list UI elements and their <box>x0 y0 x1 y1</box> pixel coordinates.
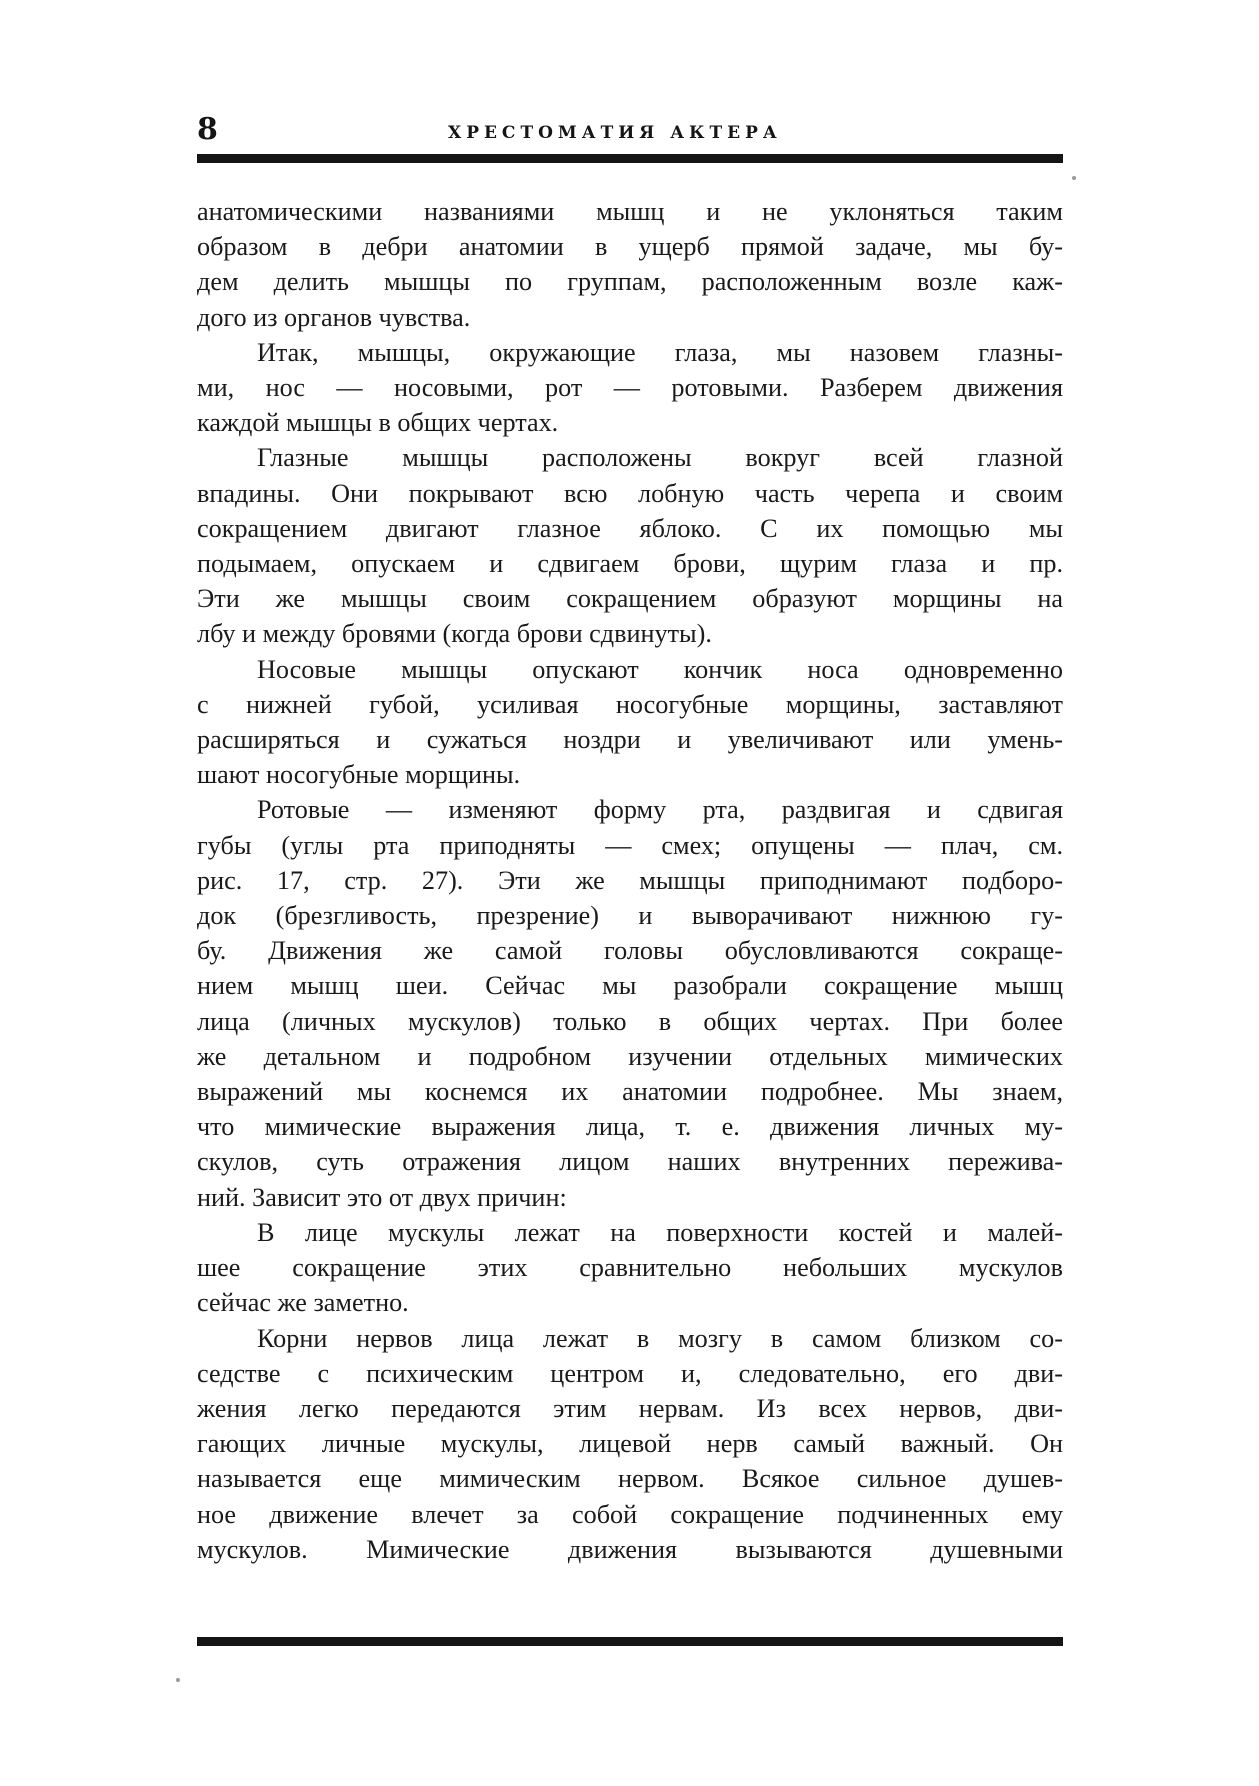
text-line: впадины. Они покрывают всю лобную часть черепа и своим <box>197 478 1063 508</box>
paragraph-2 <box>197 335 1063 441</box>
text-line: выражений мы коснемся их анатомии подробнее. Мы знаем, <box>197 1077 1063 1107</box>
paragraph-3 <box>197 440 1063 651</box>
paragraph-5 <box>197 792 1063 1214</box>
text-line: Глазные мышцы расположены вокруг всей глазной <box>257 443 1063 473</box>
text-line: что мимические выражения лица, т. е. движения личных му- <box>197 1112 1063 1142</box>
page-number: 8 <box>197 112 218 147</box>
paragraph-4 <box>197 652 1063 793</box>
text-line: шают носогубные морщины. <box>197 760 521 790</box>
body-text <box>197 194 1063 1567</box>
text-line: седстве с психическим центром и, следовательно, его дви- <box>197 1358 1063 1388</box>
text-line: Эти же мышцы своим сокращением образуют морщины на <box>197 584 1063 614</box>
text-line: нием мышц шеи. Сейчас мы разобрали сокращение мышц <box>197 971 1063 1001</box>
text-line: лбу и между бровями (когда брови сдвинуты). <box>197 619 712 649</box>
text-line: В лице мускулы лежат на поверхности костей и малей- <box>257 1217 1063 1247</box>
text-line: образом в дебри анатомии в ущерб прямой задаче, мы бу- <box>197 232 1063 262</box>
text-line: гающих личные мускулы, лицевой нерв самый важный. Он <box>197 1429 1063 1459</box>
text-line: Носовые мышцы опускают кончик носа одновременно <box>257 654 1063 684</box>
text-line: Корни нервов лица лежат в мозгу в самом близком со- <box>257 1323 1063 1353</box>
paragraph-7 <box>197 1321 1063 1567</box>
text-line: каждой мышцы в общих чертах. <box>197 408 559 438</box>
text-line: ний. Зависит это от двух причин: <box>197 1182 567 1212</box>
text-line: бу. Движения же самой головы обусловливаются сокраще- <box>197 936 1063 966</box>
text-line: анатомическими названиями мышц и не уклоняться таким <box>197 197 1063 226</box>
text-line: ное движение влечет за собой сокращение подчиненных ему <box>197 1499 1063 1529</box>
print-speck <box>176 1678 180 1682</box>
text-line: жения легко передаются этим нервам. Из всех нервов, дви- <box>197 1393 1063 1423</box>
paragraph-1 <box>197 194 1063 335</box>
text-line: Ротовые — изменяют форму рта, раздвигая и сдвигая <box>257 795 1063 825</box>
text-line: скулов, суть отражения лицом наших внутренних пережива- <box>197 1147 1063 1177</box>
text-line: мускулов. Мимические движения вызываются душевными <box>197 1534 1063 1564</box>
footer-rule <box>197 1637 1063 1646</box>
text-line: док (брезгливость, презрение) и выворачивают нижнюю гу- <box>197 901 1063 931</box>
text-line: губы (углы рта приподняты — смех; опущены — плач, см. <box>197 830 1063 860</box>
text-line: дем делить мышцы по группам, расположенным возле каж- <box>197 267 1063 297</box>
header-rule <box>197 154 1063 163</box>
paragraph-6 <box>197 1215 1063 1321</box>
text-line: сокращением двигают глазное яблоко. С их помощью мы <box>197 513 1063 543</box>
text-line: дого из органов чувства. <box>197 302 471 332</box>
text-line: шее сокращение этих сравнительно небольших мускулов <box>197 1253 1063 1283</box>
text-line: называется еще мимическим нервом. Всякое сильное душев- <box>197 1464 1063 1494</box>
text-line: Итак, мышцы, окружающие глаза, мы назовем глазны- <box>257 337 1063 367</box>
text-line: ми, нос — носовыми, рот — ротовыми. Разберем движения <box>197 373 1063 403</box>
text-line: же детальном и подробном изучении отдельных мимических <box>197 1041 1063 1071</box>
text-line: с нижней губой, усиливая носогубные морщины, заставляют <box>197 689 1063 719</box>
text-line: подымаем, опускаем и сдвигаем брови, щурим глаза и пр. <box>197 549 1063 579</box>
running-title: ХРЕСТОМАТИЯ АКТЕРА <box>448 123 782 143</box>
text-line: лица (личных мускулов) только в общих чертах. При более <box>197 1006 1063 1036</box>
text-line: расширяться и сужаться ноздри и увеличивают или умень- <box>197 725 1063 755</box>
text-line: рис. 17, стр. 27). Эти же мышцы приподнимают подборо- <box>197 865 1063 895</box>
print-speck <box>1072 176 1076 180</box>
text-line: сейчас же заметно. <box>197 1288 409 1318</box>
